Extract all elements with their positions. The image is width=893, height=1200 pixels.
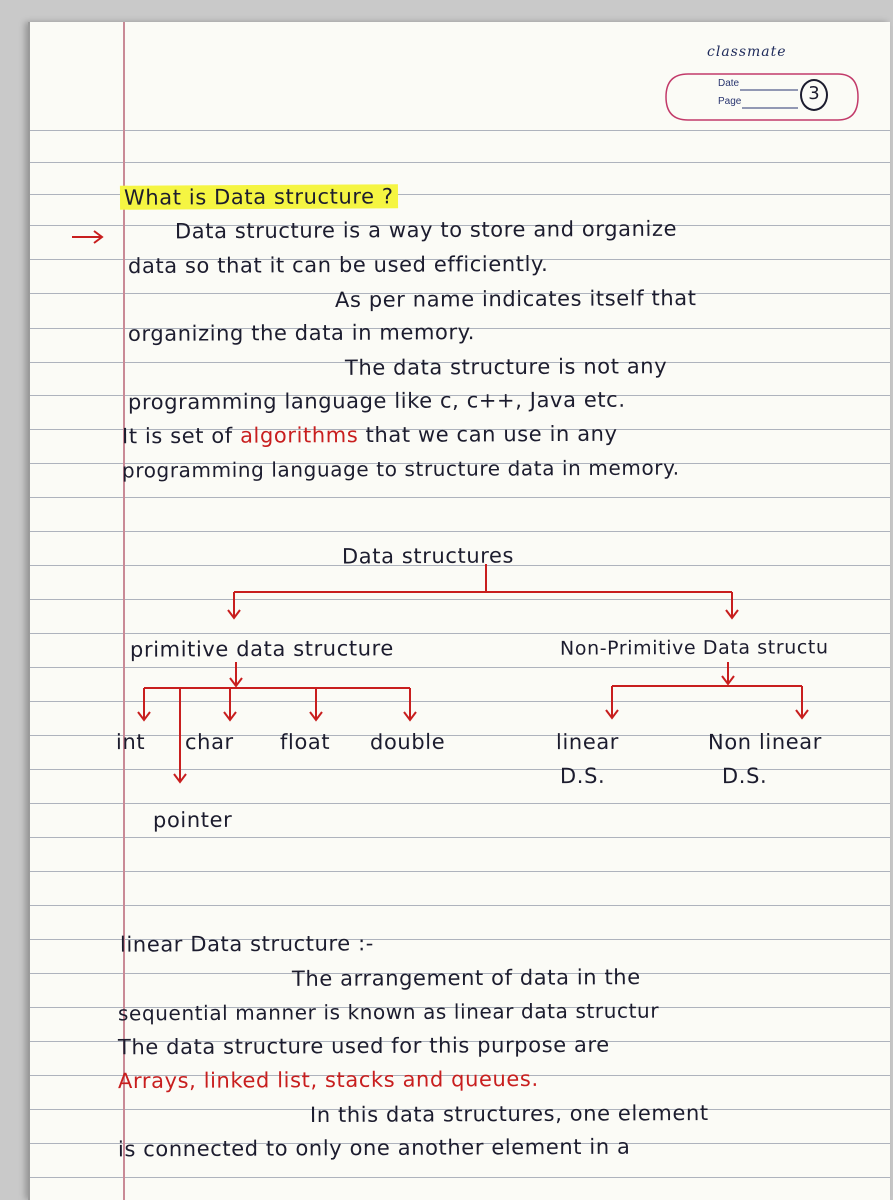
intro-line-7-end: that we can use in any [358, 421, 618, 448]
linear-examples: Arrays, linked list, stacks and queues. [117, 1066, 539, 1094]
intro-line-5: The data structure is not any [344, 354, 668, 380]
date-label: Date [718, 78, 740, 89]
intro-line-7-start: It is set of [121, 423, 241, 449]
intro-line-2: data so that it can be used efficiently. [127, 251, 549, 279]
tree-int: int [115, 729, 146, 755]
tree-root: Data structures [341, 543, 515, 569]
tree-linear: linear [555, 729, 620, 755]
margin-arrow [72, 231, 102, 243]
page-label: Page [718, 96, 742, 107]
tree-float: float [279, 729, 331, 755]
algorithms-word: algorithms [239, 423, 359, 448]
intro-line-4: organizing the data in memory. [127, 320, 476, 346]
linear-line-1: The arrangement of data in the [291, 965, 641, 991]
tree-non-linear: Non linear [707, 729, 823, 755]
page-number: 3 [800, 79, 828, 111]
tree-primitive: primitive data structure [129, 636, 394, 662]
intro-line-8: programming language to structure data in memory. [121, 455, 680, 483]
intro-line-6: programming language like c, c++, Java etc. [127, 387, 626, 415]
intro-line-1: Data structure is a way to store and organize [174, 216, 678, 244]
tree-char: char [184, 729, 234, 755]
tree-non-primitive: Non-Primitive Data structu [559, 636, 829, 660]
linear-line-5: In this data structures, one element [309, 1100, 709, 1128]
linear-line-6: is connected to only one another element in a [117, 1134, 631, 1162]
section-title-text: What is Data structure ? [120, 184, 398, 209]
linear-line-3: The data structure used for this purpose are [117, 1032, 610, 1060]
linear-line-2: sequential manner is known as linear data structur [117, 998, 660, 1026]
linear-heading: linear Data structure :- [119, 931, 374, 957]
tree-pointer: pointer [152, 807, 233, 833]
tree-double: double [369, 729, 446, 755]
intro-line-3: As per name indicates itself that [334, 286, 697, 312]
tree-linear-sub: D.S. [559, 763, 606, 789]
tree-non-linear-sub: D.S. [721, 763, 768, 789]
notebook-page [28, 22, 890, 1200]
intro-line-7 [122, 422, 618, 449]
brand-logo: classmate [707, 44, 787, 60]
